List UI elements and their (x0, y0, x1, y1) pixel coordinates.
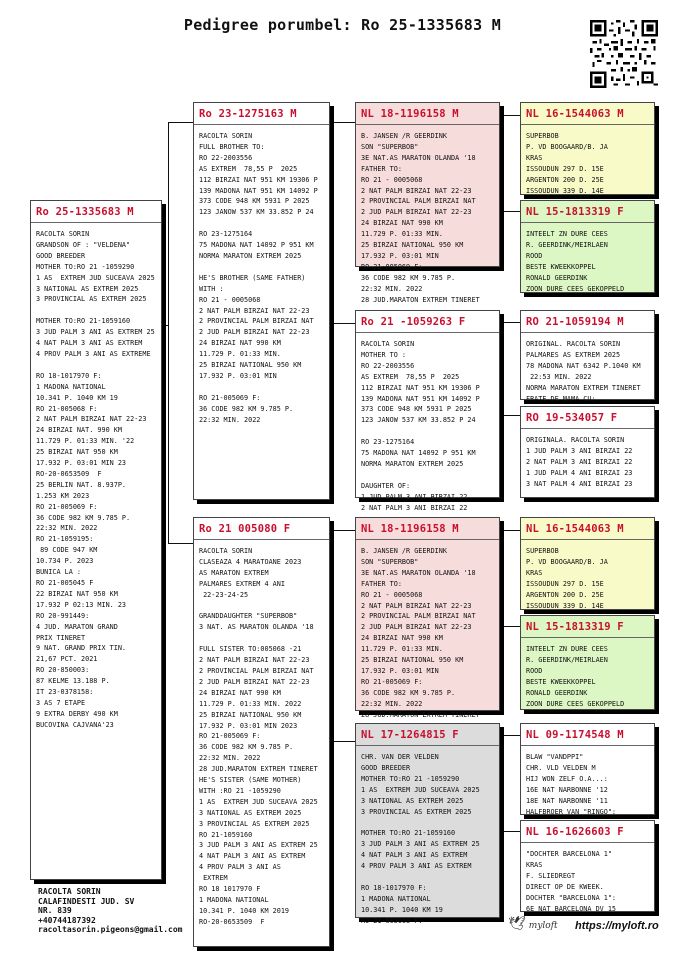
owner-phone: +40744187392 (38, 915, 96, 925)
card-description: ORIGINAL. RACOLTA SORIN PALMARES AS EXTREM 2025 78 MADONA NAT 6342 P.1040 KM 22:53 MIN. 2022 NORMA MARATON EXTREM TINERET FRATE DE MAMA CU: (526, 340, 641, 403)
ring-number: Ro 25-1335683 M (31, 201, 161, 223)
card-mother (193, 517, 330, 947)
ring-number: NL 17-1264815 F (356, 724, 499, 746)
ring-number: Ro 21 005080 F (194, 518, 329, 540)
ring-number: NL 18-1196158 M (356, 518, 499, 540)
page-title: Pedigree porumbel: Ro 25-1335683 M (183, 16, 502, 34)
ring-number: Ro 23-1275163 M (194, 103, 329, 125)
card-description: RACOLTA SORIN FULL BROTHER TO: RO 22-2003556 AS EXTREM 78,55 P 2025 112 BIRZAI NAT 951 KM 19306 P 139 MADONA NAT 951 KM 14092 P 373 CODE 948 KM 5931 P 2025 123 JANOW 537 KM 33.852 P 24 RO 23-1275164 75 MADONA NAT 14092 P 951 KM NORMA MARATON EXTREM 2025 HE'S BROTHER (SAME FATHER) WITH : RO 21 - 0005068 2 NAT PALM BIRZAI NAT 22-23 2 PROVINCIAL PALM BIRZAI NAT 2 JUD PALM BIRZAI NAT 22-23 24 BIRZAI NAT 990 KM 11.729 P. 01:33 MIN. 25 BIRZAI NATIONAL 950 KM 17.932 P. 03:01 MIN RO 21-005069 F: 36 CODE 982 KM 9.785 P. 22:32 MIN. 2022 (199, 132, 318, 424)
card-description: RACOLTA SORIN CLASEAZA 4 MARATOANE 2023 AS MARATON EXTREM PALMARES EXTREM 4 ANI 22-23-24-25 GRANDDAUGHTER "SUPERBOB" 3 NAT. AS MARATON OLANDA '18 FULL SISTER TO:005068 -21 2 NAT PALM BIRZAI NAT 22-23 2 PROVINCIAL PALM BIRZAI NAT 2 JUD PALM BIRZAI NAT 22-23 24 BIRZAI NAT 990 KM 11.729 P. 01:33 MIN. 2022 25 BIRZAI NATIONAL 950 KM 17.932 P. 03:01 MIN 2023 RO 21-005069 F: 36 CODE 982 KM 9.785 P. 22:32 MIN. 2022 28 JUD.MARATON EXTREM TINERET HE'S SISTER (SAME MOTHER) WITH :RO 21 -1059290 1 AS EXTREM JUD SUCEAVA 2025 3 NATIONAL AS EXTREM 2025 3 PROVINCIAL AS EXTREM 2025 RO 21-1059160 3 JUD PALM 3 ANI AS EXTREM 25 4 NAT PALM 3 ANI AS EXTREM 4 PROV PALM 3 ANI AS EXTREM RO 18 1017970 F 1 MADONA NATIONAL 10.341 P. 1040 KM 2019 RO-20-0653509 F (199, 547, 318, 926)
ring-number: NL 16-1544063 M (521, 518, 654, 540)
qr-code-icon (590, 20, 658, 88)
ring-number: NL 18-1196158 M (356, 103, 499, 125)
card-father (193, 102, 330, 500)
connector-subject-stub (162, 325, 168, 326)
card-fm-father (520, 310, 655, 403)
ring-number: NL 15-1813319 F (521, 616, 654, 638)
owner-address: CALAFINDESTI JUD. SV (38, 896, 135, 906)
connector-fm-parents (500, 322, 521, 416)
connector-father-parents (330, 122, 356, 324)
card-paternal-grandmother (355, 310, 500, 512)
ring-number: Ro 21 -1059263 F (356, 311, 499, 333)
card-mf-mother (520, 615, 655, 710)
connector-mm-parents (500, 735, 521, 832)
bird-logo-icon: 🕊 (508, 916, 526, 932)
card-description: ORIGINALA. RACOLTA SORIN 1 JUD PALM 3 ANI BIRZAI 22 2 NAT PALM 3 ANI BIRZAI 22 1 JUD PALM 4 ANI BIRZAI 23 3 NAT PALM 4 ANI BIRZAI 23 (526, 436, 633, 488)
connector-mother-parents (330, 530, 356, 742)
connector-subject-father (168, 122, 194, 544)
card-description: SUPERBOB P. VD BOOGAARD/B. JA KRAS ISSOUDUN 297 D. 15E ARGENTON 200 D. 25E ISSOUDUN 339 D. 14E (526, 547, 608, 610)
website-link[interactable]: https://myloft.ro (575, 920, 659, 932)
card-description: B. JANSEN /R GEERDINK SON "SUPERBOB" 3E NAT.AS MARATON OLANDA '18 FATHER TO: RO 21 - 0005068 2 NAT PALM BIRZAI NAT 22-23 2 PROVINCIAL PALM BIRZAI NAT 2 JUD PALM BIRZAI NAT 22-23 24 BIRZAI NAT 990 KM 11.729 P. 01:33 MIN. 25 BIRZAI NATIONAL 950 KM 17.932 P. 03:01 MIN RO 21-005069 F: 36 CODE 982 KM 9.785 P. 22:32 MIN. 2022 28 JUD.MARATON EXTREM TINERET (361, 132, 480, 304)
myloft-logo (508, 916, 558, 932)
owner-number: NR. 839 (38, 906, 72, 915)
card-description: BLAW "VANDPPI" CHR. VLD VELDEN M HIJ WON ZELF O.A...: 16E NAT NARBONNE '12 18E NAT NARBONNE '11 HALFBROER VAN "RINGO": (526, 753, 617, 816)
card-paternal-grandfather (355, 102, 500, 304)
card-fm-mother (520, 406, 655, 498)
card-mf-father (520, 517, 655, 610)
card-mm-mother (520, 820, 655, 912)
ring-number: NL 09-1174548 M (521, 724, 654, 746)
card-ff-mother (520, 200, 655, 293)
card-mm-father (520, 723, 655, 815)
card-description: RACOLTA SORIN MOTHER TO : RO 22-2003556 AS EXTREM 78,55 P 2025 112 BIRZAI NAT 951 KM 19306 P 139 MADONA NAT 951 KM 14092 P 373 CODE 948 KM 5931 P 2025 123 JANOW 537 KM 33.852 P 24 RO 23-1275164 75 MADONA NAT 14092 P 951 KM NORMA MARATON EXTREM 2025 DAUGHTER OF: 1 JUD PALM 3 ANI BIRZAI 22 2 NAT PALM 3 ANI BIRZAI 22 (361, 340, 480, 512)
card-description: SUPERBOB P. VD BOOGAARD/B. JA KRAS ISSOUDUN 297 D. 15E ARGENTON 200 D. 25E ISSOUDUN 339 D. 14E (526, 132, 608, 195)
card-maternal-grandfather (355, 517, 500, 719)
card-description: "DOCHTER BARCELONA 1" KRAS F. SLIEDREGT DIRECT OP DE KWEEK. DOCHTER "BARCELONA 1": 6E NAT BARCELONA DV 15 (526, 850, 617, 913)
logo-text: myloft (528, 921, 558, 931)
ring-number: NL 16-1544063 M (521, 103, 654, 125)
card-ff-father (520, 102, 655, 195)
card-description: RACOLTA SORIN GRANDSON OF : "VELDENA" GOOD BREEDER MOTHER TO:RO 21 -1059290 1 AS EXTREM JUD SUCEAVA 2025 3 NATIONAL AS EXTREM 2025 3 PROVINCIAL AS EXTREM 2025 MOTHER TO:RO 21-1059160 3 JUD PALM 3 ANI AS EXTREM 25 4 NAT PALM 3 ANI AS EXTREM 4 PROV PALM 3 ANI AS EXTREME RO 18-1017970 F: 1 MADONA NATIONAL 10.341 P. 1040 KM 19 RO 21-005068 F: 2 NAT PALM BIRZAI NAT 22-23 24 BIRZAI NAT. 990 KM 11.729 P. 01:33 MIN. '22 25 BIRZAI NAT 950 KM 17.932 P. 03:01 MIN 23 RO-20-0653509 F 25 BERLIN NAT. 8.937P. 1.253 KM 2023 RO 21-005069 F: 36 CODE 982 KM 9.785 P. 22:32 MIN. 2022 RO 21-1059195: 89 CODE 947 KM 10.734 P. 2023 BUNICA LA : RO 21-005045 F 22 BIRZAI NAT 950 KM 17.932 P 02:13 MIN. 23 RO 20-991449: 4 JUD. MARATON GRAND PRIX TINERET 9 NAT. GRAND PRIX TIN. 21,67 PCT. 2021 RO 20-850003: 87 KELME 13.188 P. IT 23-0378158: 3 AS 7 ETAPE 9 EXTRA DERBY 490 KM BUCOVINA CAJVANA'23 (36, 230, 155, 729)
connector-ff-parents (500, 115, 521, 212)
card-description: B. JANSEN /R GEERDINK SON "SUPERBOB" 3E NAT.AS MARATON OLANDA '18 FATHER TO: RO 21 - 0005068 2 NAT PALM BIRZAI NAT 22-23 2 PROVINCIAL PALM BIRZAI NAT 2 JUD PALM BIRZAI NAT 22-23 24 BIRZAI NAT 990 KM 11.729 P. 01:33 MIN. 25 BIRZAI NATIONAL 950 KM 17.932 P. 03:01 MIN RO 21-005069 F: 36 CODE 982 KM 9.785 P. 22:32 MIN. 2022 28 JUD.MARATON EXTREM TINERET (361, 547, 480, 719)
owner-name: RACOLTA SORIN (38, 887, 101, 896)
card-subject (30, 200, 162, 880)
ring-number: RO 21-1059194 M (521, 311, 654, 333)
card-description: CHR. VAN DER VELDEN GOOD BREEDER MOTHER TO:RO 21 -1059290 1 AS EXTREM JUD SUCEAVA 2025 3 NATIONAL AS EXTREM 2025 3 PROVINCIAL AS EXTREM 2025 MOTHER TO:RO 21-1059160 3 JUD PALM 3 ANI AS EXTREM 25 4 NAT PALM 3 ANI AS EXTREM 4 PROV PALM 3 ANI AS EXTREM RO 18-1017970 F: 1 MADONA NATIONAL 10.341 P. 1040 KM 19 RO 21-005068 F: (361, 753, 480, 925)
connector-mf-parents (500, 530, 521, 627)
card-description: INTEELT ZN DURE CEES R. GEERDINK/MEIRLAEN ROOD BESTE KWEEKKOPPEL RONALD GEERDINK ZOON DURE CEES GEKOPPELD (526, 645, 625, 708)
owner-email[interactable]: racoltasorin.pigeons@gmail.com (38, 925, 183, 934)
ring-number: NL 16-1626603 F (521, 821, 654, 843)
card-maternal-grandmother (355, 723, 500, 925)
owner-contact (38, 887, 183, 935)
ring-number: RO 19-534057 F (521, 407, 654, 429)
card-description: INTEELT ZN DURE CEES R. GEERDINK/MEIRLAEN ROOD BESTE KWEEKKOPPEL RONALD GEERDINK ZOON DURE CEES GEKOPPELD (526, 230, 625, 293)
ring-number: NL 15-1813319 F (521, 201, 654, 223)
